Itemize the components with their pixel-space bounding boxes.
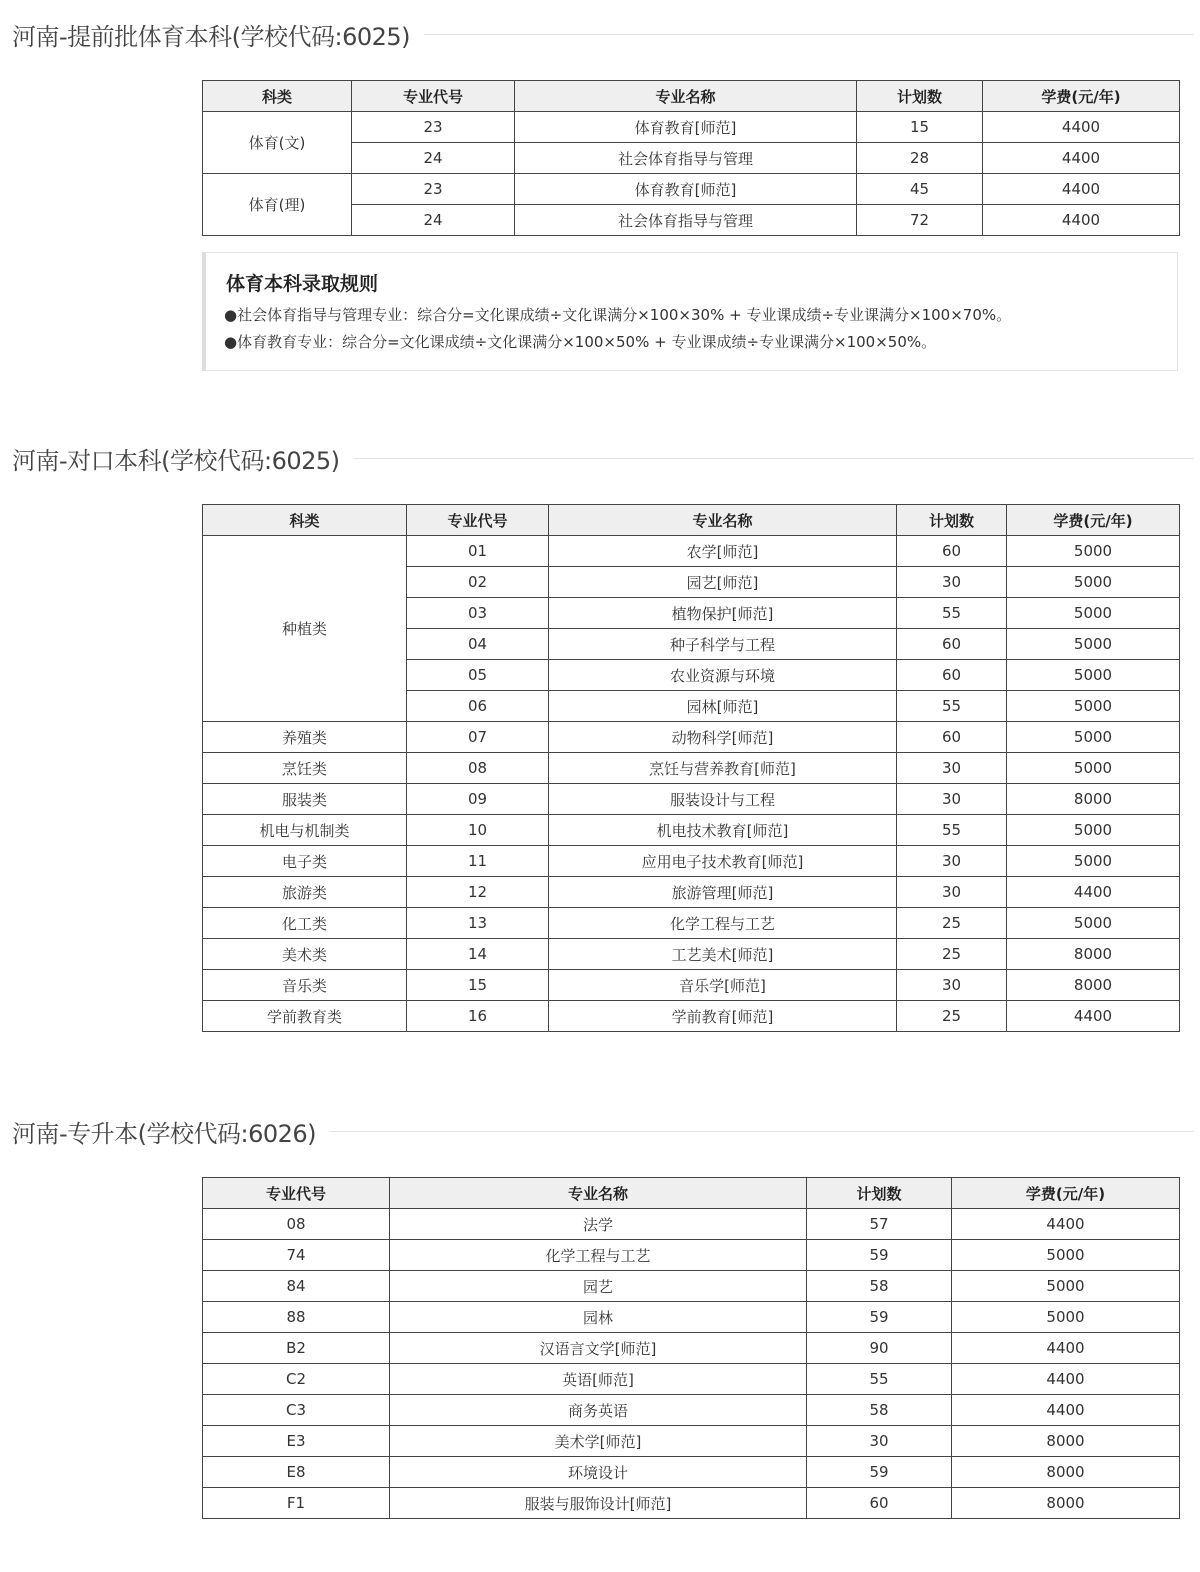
fee-cell: 5000 [1007,660,1180,691]
plan-cell: 55 [807,1364,952,1395]
major-name-cell: 服装与服饰设计[师范] [390,1488,807,1519]
fee-cell: 5000 [1007,691,1180,722]
divider [330,1131,1194,1132]
code-cell: 15 [407,970,549,1001]
fee-cell: 5000 [1007,722,1180,753]
major-name-cell: 园艺 [390,1271,807,1302]
header-cell: 专业代号 [352,81,515,112]
section-title: 河南-专升本(学校代码:6026) [12,1119,317,1148]
code-cell: 04 [407,629,549,660]
header-cell: 专业名称 [390,1178,807,1209]
code-cell: 74 [203,1240,390,1271]
code-cell: 02 [407,567,549,598]
category-cell: 养殖类 [203,722,407,753]
major-name-cell: 服装设计与工程 [549,784,897,815]
header-row [203,505,1180,536]
code-cell: 23 [352,174,515,205]
plan-cell: 30 [897,970,1007,1001]
fee-cell: 8000 [1007,970,1180,1001]
plan-cell: 30 [897,567,1007,598]
plan-cell: 25 [897,939,1007,970]
section-heading-sports [12,14,1194,54]
major-name-cell: 旅游管理[师范] [549,877,897,908]
category-cell: 学前教育类 [203,1001,407,1032]
table-row [203,1209,1180,1240]
table-row [203,815,1180,846]
fee-cell: 5000 [1007,753,1180,784]
major-name-cell: 园林[师范] [549,691,897,722]
fee-cell: 8000 [952,1488,1180,1519]
table-row [203,722,1180,753]
table-row [203,1488,1180,1519]
code-cell: 24 [352,143,515,174]
code-cell: 12 [407,877,549,908]
table-row [203,908,1180,939]
code-cell: C3 [203,1395,390,1426]
header-cell: 学费(元/年) [1007,505,1180,536]
plan-cell: 59 [807,1302,952,1333]
vocational-admission-table [202,504,1180,1032]
major-name-cell: 化学工程与工艺 [390,1240,807,1271]
code-cell: 13 [407,908,549,939]
code-cell: 11 [407,846,549,877]
header-cell: 专业代号 [407,505,549,536]
header-cell: 科类 [203,81,352,112]
fee-cell: 5000 [1007,908,1180,939]
fee-cell: 8000 [1007,939,1180,970]
fee-cell: 5000 [952,1240,1180,1271]
major-name-cell: 烹饪与营养教育[师范] [549,753,897,784]
plan-cell: 30 [807,1426,952,1457]
code-cell: 07 [407,722,549,753]
plan-cell: 25 [897,908,1007,939]
plan-cell: 60 [897,722,1007,753]
section-heading-vocational [12,438,1194,478]
code-cell: 08 [407,753,549,784]
fee-cell: 8000 [1007,784,1180,815]
major-name-cell: 动物科学[师范] [549,722,897,753]
table-row [203,1001,1180,1032]
code-cell: 09 [407,784,549,815]
code-cell: B2 [203,1333,390,1364]
table-row [203,1333,1180,1364]
major-name-cell: 化学工程与工艺 [549,908,897,939]
fee-cell: 5000 [1007,846,1180,877]
category-cell: 体育(理) [203,174,352,236]
code-cell: 10 [407,815,549,846]
section-title: 河南-对口本科(学校代码:6025) [12,446,340,475]
table-row [203,1426,1180,1457]
code-cell: 08 [203,1209,390,1240]
table-row [203,753,1180,784]
fee-cell: 5000 [1007,815,1180,846]
fee-cell: 4400 [952,1364,1180,1395]
fee-cell: 4400 [1007,877,1180,908]
header-row [203,1178,1180,1209]
plan-cell: 25 [897,1001,1007,1032]
table-row [203,1271,1180,1302]
fee-cell: 5000 [1007,629,1180,660]
major-name-cell: 种子科学与工程 [549,629,897,660]
major-name-cell: 英语[师范] [390,1364,807,1395]
header-cell: 学费(元/年) [983,81,1180,112]
table-row [203,174,1180,205]
plan-cell: 60 [807,1488,952,1519]
table-row [203,784,1180,815]
plan-cell: 72 [857,205,983,236]
plan-cell: 58 [807,1271,952,1302]
category-cell: 旅游类 [203,877,407,908]
category-cell: 种植类 [203,536,407,722]
major-name-cell: 园林 [390,1302,807,1333]
code-cell: 16 [407,1001,549,1032]
upgrade-admission-table [202,1177,1180,1519]
table-row [203,536,1180,567]
plan-cell: 55 [897,815,1007,846]
header-cell: 科类 [203,505,407,536]
fee-cell: 5000 [952,1271,1180,1302]
category-cell: 电子类 [203,846,407,877]
plan-cell: 55 [897,598,1007,629]
table-row [203,846,1180,877]
rule-line: ●社会体育指导与管理专业：综合分=文化课成绩÷文化课满分×100×30% + 专业课成绩÷专业课满分×100×70%。 [224,306,1012,324]
section-title: 河南-提前批体育本科(学校代码:6025) [12,22,411,51]
code-cell: F1 [203,1488,390,1519]
table-row [203,1302,1180,1333]
header-cell: 计划数 [807,1178,952,1209]
header-cell: 计划数 [897,505,1007,536]
header-cell: 专业名称 [549,505,897,536]
major-name-cell: 商务英语 [390,1395,807,1426]
plan-cell: 60 [897,536,1007,567]
code-cell: E8 [203,1457,390,1488]
table-row [203,1395,1180,1426]
fee-cell: 5000 [952,1302,1180,1333]
fee-cell: 4400 [1007,1001,1180,1032]
fee-cell: 4400 [952,1333,1180,1364]
code-cell: 23 [352,112,515,143]
major-name-cell: 工艺美术[师范] [549,939,897,970]
major-name-cell: 体育教育[师范] [515,174,857,205]
table-row [203,112,1180,143]
fee-cell: 5000 [1007,536,1180,567]
fee-cell: 5000 [1007,567,1180,598]
fee-cell: 8000 [952,1457,1180,1488]
plan-cell: 30 [897,877,1007,908]
category-cell: 化工类 [203,908,407,939]
code-cell: 03 [407,598,549,629]
header-cell: 学费(元/年) [952,1178,1180,1209]
plan-cell: 58 [807,1395,952,1426]
table-row [203,970,1180,1001]
major-name-cell: 农业资源与环境 [549,660,897,691]
fee-cell: 4400 [983,112,1180,143]
code-cell: E3 [203,1426,390,1457]
code-cell: 24 [352,205,515,236]
divider [354,458,1194,459]
major-name-cell: 体育教育[师范] [515,112,857,143]
category-cell: 美术类 [203,939,407,970]
fee-cell: 4400 [952,1209,1180,1240]
plan-cell: 55 [897,691,1007,722]
table-row [203,1240,1180,1271]
major-name-cell: 应用电子技术教育[师范] [549,846,897,877]
admission-rules-box [202,252,1178,371]
rules-title: 体育本科录取规则 [226,273,379,295]
plan-cell: 45 [857,174,983,205]
code-cell: 01 [407,536,549,567]
plan-cell: 30 [897,753,1007,784]
major-name-cell: 植物保护[师范] [549,598,897,629]
plan-cell: 57 [807,1209,952,1240]
table-row [203,939,1180,970]
major-name-cell: 环境设计 [390,1457,807,1488]
plan-cell: 28 [857,143,983,174]
fee-cell: 4400 [983,205,1180,236]
table-row [203,1457,1180,1488]
category-cell: 音乐类 [203,970,407,1001]
code-cell: 88 [203,1302,390,1333]
plan-cell: 60 [897,629,1007,660]
code-cell: 14 [407,939,549,970]
plan-cell: 90 [807,1333,952,1364]
fee-cell: 4400 [983,143,1180,174]
plan-cell: 60 [897,660,1007,691]
category-cell: 体育(文) [203,112,352,174]
fee-cell: 8000 [952,1426,1180,1457]
major-name-cell: 法学 [390,1209,807,1240]
category-cell: 烹饪类 [203,753,407,784]
category-cell: 服装类 [203,784,407,815]
code-cell: 06 [407,691,549,722]
major-name-cell: 音乐学[师范] [549,970,897,1001]
major-name-cell: 美术学[师范] [390,1426,807,1457]
plan-cell: 30 [897,846,1007,877]
major-name-cell: 机电技术教育[师范] [549,815,897,846]
header-cell: 专业代号 [203,1178,390,1209]
table-row [203,877,1180,908]
divider [424,34,1194,35]
sports-admission-table [202,80,1180,236]
major-name-cell: 园艺[师范] [549,567,897,598]
fee-cell: 4400 [983,174,1180,205]
major-name-cell: 社会体育指导与管理 [515,143,857,174]
plan-cell: 59 [807,1457,952,1488]
rule-line: ●体育教育专业：综合分=文化课成绩÷文化课满分×100×50% + 专业课成绩÷专业课满分×100×50%。 [224,333,937,351]
fee-cell: 4400 [952,1395,1180,1426]
plan-cell: 15 [857,112,983,143]
header-cell: 计划数 [857,81,983,112]
category-cell: 机电与机制类 [203,815,407,846]
major-name-cell: 汉语言文学[师范] [390,1333,807,1364]
major-name-cell: 农学[师范] [549,536,897,567]
plan-cell: 30 [897,784,1007,815]
major-name-cell: 社会体育指导与管理 [515,205,857,236]
fee-cell: 5000 [1007,598,1180,629]
plan-cell: 59 [807,1240,952,1271]
header-row [203,81,1180,112]
code-cell: 84 [203,1271,390,1302]
code-cell: 05 [407,660,549,691]
table-row [203,1364,1180,1395]
major-name-cell: 学前教育[师范] [549,1001,897,1032]
header-cell: 专业名称 [515,81,857,112]
code-cell: C2 [203,1364,390,1395]
section-heading-upgrade [12,1111,1194,1151]
